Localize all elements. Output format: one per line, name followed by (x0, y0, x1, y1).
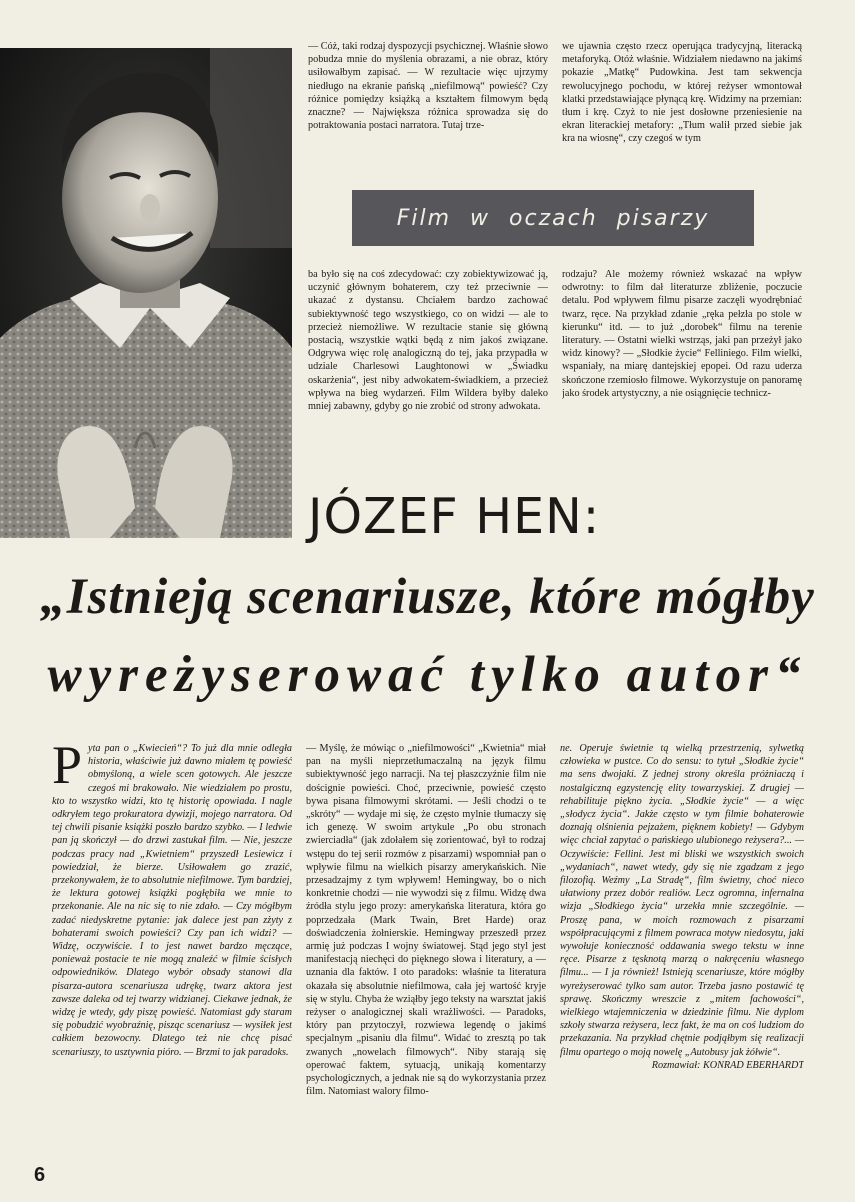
article-text: — Cóż, taki rodzaj dyspozycji psychicznej. Właśnie słowo pobudza mnie do myślenia obrazami, a nie obraz, który usiłowałbym zapisać. — W rezultacie więc ujrzymy niedługo na ekranie pańską „niefilmową“ powieść? Czy różnice pomiędzy książką a kształtem filmowym będą znaczne? — Największa różnica sprowadza się do potraktowania postaci narratora. Tutaj trze- (308, 41, 548, 132)
article-column-mid-1 (308, 268, 548, 438)
drop-cap: P (52, 742, 83, 795)
section-banner: Film w oczach pisarzy (352, 190, 754, 246)
article-column-mid-2 (562, 268, 802, 438)
author-portrait-photo (0, 48, 292, 538)
article-column-3 (560, 742, 804, 1160)
article-column-top-1 (308, 40, 548, 170)
article-column-top-2 (562, 40, 802, 170)
article-text: rodzaju? Ale możemy również wskazać na wpływ odwrotny: to film dał literaturze zbliżenie, poczucie detalu. Pod wpływem filmu pisarze zaczęli wyodrębniać twarz, ręce. Na przykład zdanie „ręka pełzła po stole w kierunku“ itd. — to już „dorobek“ filmu na terenie literatury. — Ostatni wielki wstrząs, jaki pan przeżył jako widz kinowy? — „Słodkie życie“ Felliniego. Film wielki, wspaniały, na miarę dantejskiej epopei. Od razu uderza skończone rzemiosło filmowe. Wykorzystuje on panoramę jako środek artystyczny, a nie osiągnięcie technicz- (562, 269, 802, 399)
article-column-1 (52, 742, 292, 1160)
headline-line-2: wyreżyserować tylko autor“ (47, 647, 808, 703)
article-text: we ujawnia często rzecz operująca tradycyjną, literacką metaforyką. Otóż właśnie. Widziałem niedawno na jakimś pokazie „Matkę“ Pudowkina. Jest tam sekwencja rewolucyjnego pochodu, w której reżyser wmontował klatki przedstawiające płynącą krę. Widzimy na przemian: tłum i krę. Czyż to nie jest dosłowne przeniesienie na ekran literackiej metafory: „Tłum walił przed siebie jak kra na wiosnę“, czy czegoś w tym (562, 41, 802, 145)
portrait-drawing (0, 48, 292, 538)
article-text: ba było się na coś zdecydować: czy zobiektywizować ją, uczynić głównym bohaterem, czy też przeciwnie — ukazać z dystansu. Chciałem bardzo zachować subiektywność tego wszystkiego, co on widzi — ale to przecież niemożliwe. W rezultacie stanie się główną postacią, wszystkie wątki będą z nim jakoś związane. Odgrywa więc rolę analogiczną do tej, jaka przypadła w udziale Charlesowi Laughtonowi w „Świadku oskarżenia“, jest niby adwokatem-świadkiem, a przecież wpływa na bieg wydarzeń. Film Wildera byłby daleko mniej zabawny, gdyby go nie zrobić od strony adwokata. (308, 269, 548, 413)
author-name-heading: JÓZEF HEN: (308, 488, 601, 545)
article-text: ne. Operuje świetnie tą wielką przestrzenią, sylwetką człowieka w pustce. Co do sensu: to tytuł „Słodkie życie“ ma sens dwojaki. Z jednej strony określa próżniaczą i nostalgiczną egzystencję elity towarzyskiej. Z drugiej — rehabilituje piękno życia. „Słodkie życie“ — a więc „słodycz życia“. Jakże często w tym filmie bohaterowie doznają olśnienia pejzażem, pięknem kobiety! — Gdybym więc chciał zapytać o pańskiego ulubionego reżysera?... — Oczywiście: Fellini. Jest mi bliski we wszystkich swoich „wydaniach“, nawet wtedy, gdy się nie zgadzam z jego filozofią. Weźmy „La Stradę“, film świetny, choć nieco ułatwiony przez dobór realiów. Lecz ogromna, infernalna wizja „Słodkiego życia“ urzekła mnie szczególnie. — Proszę pana, w moich rozmowach z pisarzami współpracującymi z filmem powraca motyw niedosytu, jaki wywołuje konieczność oddawania swego tekstu w inne ręce. Pisarze z tęsknotą marzą o nakręceniu własnego filmu... — I ja również! Istnieją scenariusze, które mógłby wyreżyserować tylko sam autor. Trzeba jasno postawić tę sprawę. Skończmy wreszcie z „mitem fachowości“, wielkiego wtajemniczenia w dziedzinie filmu. Nie dyplom szkoły stwarza reżysera, lecz fakt, że ma on coś ludziom do przekazania. Na przykład chętnie podjąłbym się realizacji filmu opartego o moją nowelę „Autobusy jak żółwie“. (560, 743, 804, 1058)
article-text: yta pan o „Kwiecień“? To już dla mnie odległa historia, właściwie już dawno miałem tę powieść obmyśloną, a wiele scen gotowych. Ale jeszcze czegoś mi brakowało. Nie wiedziałem po prostu, kto to wszystko widzi, kto tę historię opowiada. I nagle odkryłem tego prokuratora dywizji, mojego narratora. Od tej chwili pisanie książki poszło bardzo szybko. — I ledwie pan ją skończył — do drzwi zastukał film. — Nie, jeszcze podczas pracy nad „Kwietniem“ przyszedł Lesiewicz i powiedział, że bierze. Usiłowałem go zrazić, przekonywałem, że to absolutnie niefilmowe. Tym bardziej, że lektura gotowej książki pogłębiła we mnie to przekonanie. Ale na nic się to nie zdało. — Czy mógłbym zadać niedyskretne pytanie: jak dalece jest pan zżyty z bohaterami swoich powieści? Czy pan ich widzi? — Widzę, oczywiście. I to jest nawet bardzo męczące, ponieważ postacie te nie mogą znaleźć w filmie ścisłych odpowiedników. Dlatego wybór obsady stanowi dla pisarza-autora scenariusza udrękę, twarz aktora jest zawsze daleka od tej twarzy widzianej. Ciekawe jednak, że widzę je wtedy, gdy piszę powieść. Natomiast gdy staram się pobudzić wyobraźnię, pisząc scenariusz — wysiłek jest całkiem bezowocny. Dlatego też nie chcę pisać scenariuszy, to usztywnia pióro. — Brzmi to jak paradoks. (52, 743, 292, 1058)
page-number: 6 (34, 1164, 46, 1186)
headline-line-1: „Istnieją scenariusze, które mógłby (40, 569, 815, 625)
article-text: — Myślę, że mówiąc o „niefilmowości“ „Kwietnia“ miał pan na myśli nieprzetłumaczalną na język filmu subiektywność jego narracji. Na tej płaszczyźnie film nie doścignie powieści. Choć, przeciwnie, powieść często bywa pisana filmowymi skrótami. — Jeśli chodzi o te „skróty“ — wydaje mi się, że często mylnie tłumaczy się ich genezę. W swoim artykule „Po obu stronach zwierciadła“ (jak zdołałem się zorientować, był to rodzaj wstępu do tej serii rozmów z pisarzami) wspomniał pan o wpływie filmu na wielkich pisarzy amerykańskich. Nie przesadzajmy z tym wpływem! Hemingway, bo o nich konkretnie chodzi — nie wywodzi się z filmu. Widzę dwa źródła stylu jego prozy: amerykańska literatura, która go poprzedzała (Mark Twain, Bret Harde) oraz doświadczenia żołnierskie. Hemingway przeszedł przez armię już podczas I wojny światowej. Stąd jego styl jest manifestacją niechęci do pięknego słowa i literatury, a — uznania dla faktów. I oto paradoks: właśnie ta literatura okazała się absolutnie niefilmowa, cała jej wartość kryje się w stylu. Chyba że wziąłby jego teksty na warsztat jakiś reżyser o analogicznej skali wrażliwości. — Paradoks, który pan przytoczył, rozwiewa legendę o jakimś specjalnym „pisaniu dla filmu“. Widać to zresztą po tak zwanych „nowelach filmowych“. Niby starają się operować faktem, sytuacją, unikają komentarzy psychologicznych, a jednak nie są do wykorzystania przez film. Natomiast walory filmo- (306, 743, 546, 1098)
interviewer-signature: Rozmawiał: KONRAD EBERHARDT (651, 1059, 804, 1071)
article-column-2 (306, 742, 546, 1160)
